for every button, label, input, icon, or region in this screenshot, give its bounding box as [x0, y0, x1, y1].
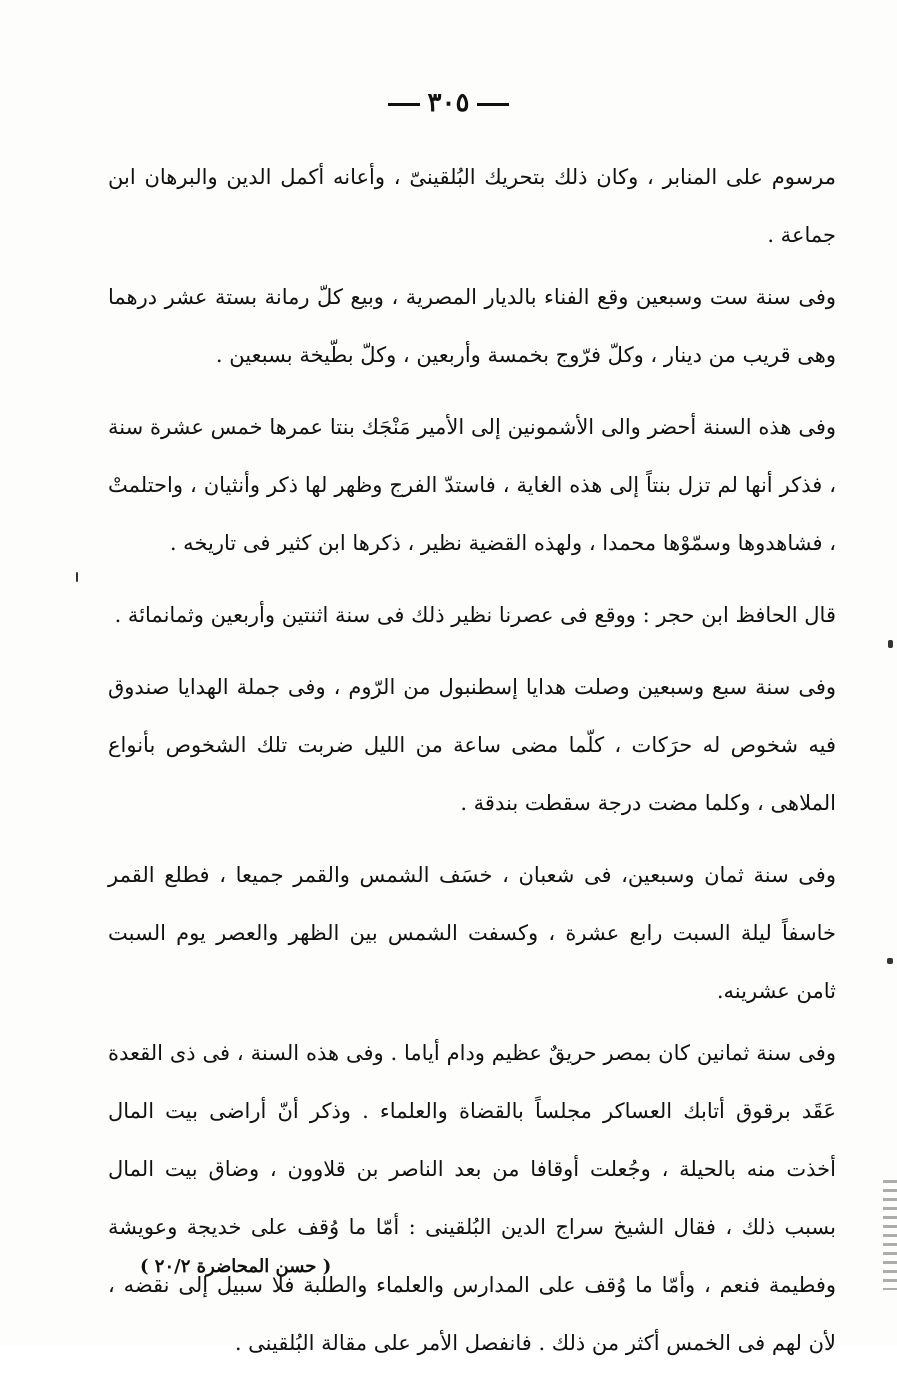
- page-body: [108, 148, 836, 1386]
- header-dash-left: [388, 103, 420, 106]
- scan-speck: [76, 572, 78, 582]
- paragraph-3: وفى هذه السنة أحضر والى الأشمونين إلى الأمير مَنْجَك بنتا عمرها خمس عشرة سنة ، فذكر أنها لم تزل بنتاً إلى هذه الغاية ، فاستدّ الفرج وظهر لها ذكر وأنثيان ، واحتلمتْ ، فشاهدوها وسمّوْها محمدا ، ولهذه القضية نظير ، ذكرها ابن كثير فى تاريخه .: [108, 415, 836, 555]
- paragraph-7: وفى سنة ثمانين كان بمصر حريقٌ عظيم ودام أياما . وفى هذه السنة ، فى ذى القعدة عَقَد برقوق أتابك العساكر مجلساً بالقضاة والعلماء . وذكر أنّ أراضى بيت المال أخذت منه بالحيلة ، وجُعلت أوقافا من بعد الناصر بن قلاوون ، وضاق بيت المال بسبب ذلك ، فقال الشيخ سراج الدين البُلقينى : أمّا ما وُقف على خديجة وعويشة وفطيمة فنعم ، وأمّا ما وُقف على المدارس والعلماء والطلبة فلا سبيل إلى نقضه ، لأن لهم فى الخمس أكثر من ذلك . فانفصل الأمر على مقالة البُلقينى .: [108, 1041, 836, 1355]
- scan-speck: [887, 958, 893, 964]
- paragraph-1: مرسوم على المنابر ، وكان ذلك بتحريك البُلقينىّ ، وأعانه أكمل الدين والبرهان ابن جماعة .: [108, 165, 836, 247]
- paragraph-5: وفى سنة سبع وسبعين وصلت هدايا إسطنبول من الرّوم ، وفى جملة الهدايا صندوق فيه شخوص له حرَكات ، كلّما مضى ساعة من الليل ضربت تلك الشخوص بأنواع الملاهى ، وكلما مضت درجة سقطت بندقة .: [108, 675, 836, 815]
- page-header: [0, 88, 897, 118]
- paragraph-2: وفى سنة ست وسبعين وقع الفناء بالديار المصرية ، وبيع كلّ رمانة بستة عشر درهما وهى قريب من دينار ، وكلّ فرّوج بخمسة وأربعين ، وكلّ بطّيخة بسبعين .: [108, 285, 836, 367]
- header-dash-right: [477, 103, 509, 106]
- page-number: ٣٠٥: [427, 88, 470, 118]
- scan-speck: [888, 640, 893, 648]
- scan-edge-noise: [883, 1180, 897, 1290]
- paragraph-6: وفى سنة ثمان وسبعين، فى شعبان ، خسَف الشمس والقمر جميعا ، فطلع القمر خاسفاً ليلة السبت رابع عشرة ، وكسفت الشمس بين الظهر والعصر يوم السبت ثامن عشرينه.: [108, 863, 836, 1003]
- footnote-citation: ( حسن المحاضرة ٢٠/٢ ): [140, 1256, 332, 1277]
- paragraph-4: قال الحافظ ابن حجر : ووقع فى عصرنا نظير ذلك فى سنة اثنتين وأربعين وثمانمائة .: [114, 603, 836, 627]
